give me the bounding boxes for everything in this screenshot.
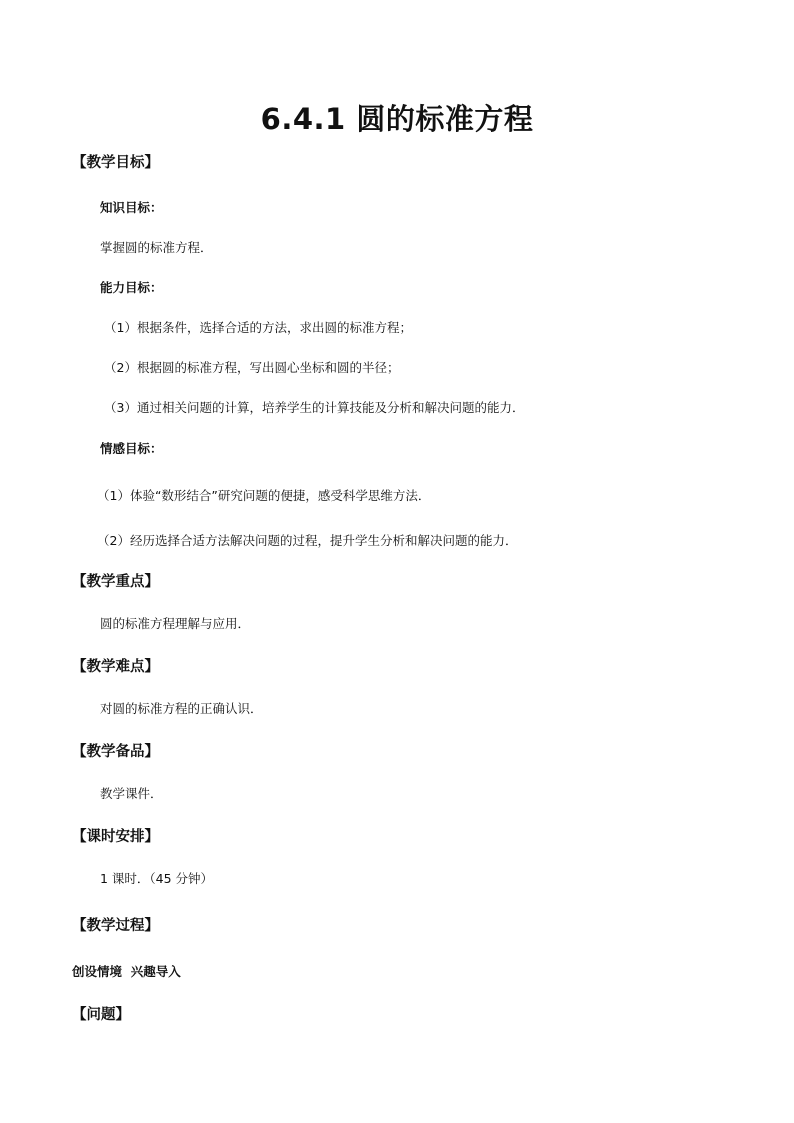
emotion-goal-item: （1）体验“数形结合”研究问题的便捷，感受科学思维方法． [97,488,431,503]
knowledge-goal-text: 掌握圆的标准方程． [100,240,213,255]
ability-goal-item: （2）根据圆的标准方程，写出圆心坐标和圆的半径； [104,360,400,375]
document-title: 6.4.1 圆的标准方程 [260,102,534,136]
materials-text: 教学课件． [100,786,163,801]
process-stage-title: 创设情境 兴趣导入 [72,964,181,979]
knowledge-goal-label: 知识目标： [100,200,163,215]
heading-schedule: 【课时安排】 [72,829,159,845]
ability-goal-item: （1）根据条件，选择合适的方法，求出圆的标准方程； [104,320,412,335]
schedule-text: 1 课时．（45 分钟） [100,871,214,886]
heading-materials: 【教学备品】 [72,744,159,760]
heading-teaching-goals: 【教学目标】 [72,155,159,171]
ability-goal-label: 能力目标： [100,280,163,295]
key-points-text: 圆的标准方程理解与应用． [100,616,251,631]
heading-question: 【问题】 [72,1007,130,1023]
heading-difficulties: 【教学难点】 [72,659,159,675]
emotion-goal-item: （2）经历选择合适方法解决问题的过程，提升学生分析和解决问题的能力． [97,533,518,548]
heading-key-points: 【教学重点】 [72,574,159,590]
difficulties-text: 对圆的标准方程的正确认识． [100,701,263,716]
heading-teaching-process: 【教学过程】 [72,918,159,934]
emotion-goal-label: 情感目标： [100,441,163,456]
ability-goal-item: （3）通过相关问题的计算，培养学生的计算技能及分析和解决问题的能力． [104,400,525,415]
